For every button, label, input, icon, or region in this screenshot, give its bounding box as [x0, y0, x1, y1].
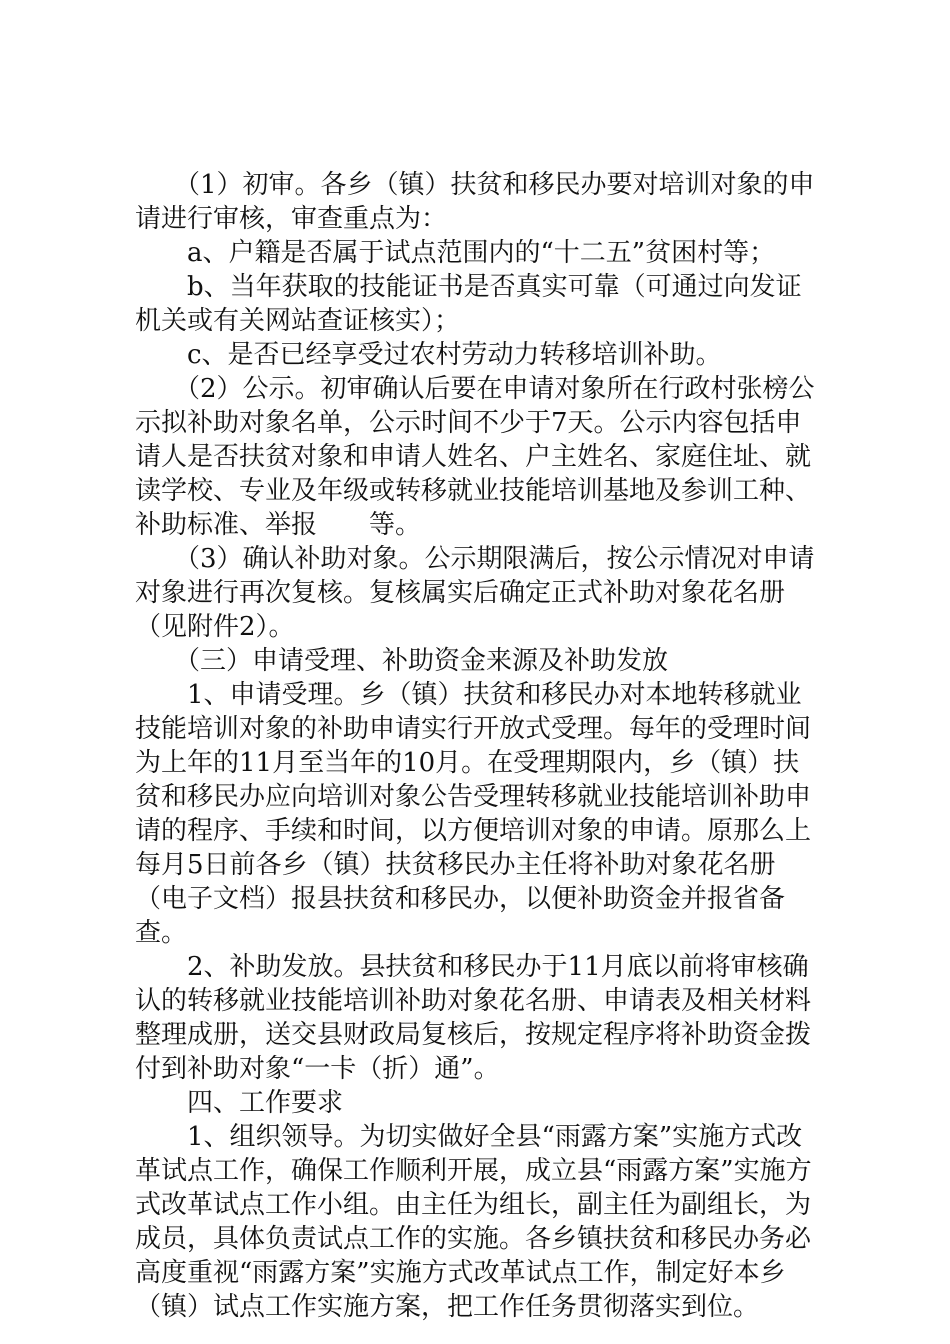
- paragraph-public-notice: （2）公示。初审确认后要在申请对象所在行政村张榜公示拟补助对象名单，公示时间不少于7天。公示内容包括申请人是否扶贫对象和申请人姓名、户主姓名、家庭住址、就读学校、专业及年级或转移就业技能培训基地及参训工种、补助标准、举报 等。: [135, 374, 815, 540]
- paragraph-preliminary-review: （1）初审。各乡（镇）扶贫和移民办要对培训对象的申请进行审核，审查重点为：: [135, 170, 815, 234]
- paragraph-item-c: c、是否已经享受过农村劳动力转移培训补助。: [135, 340, 722, 370]
- document-body: [135, 168, 825, 1324]
- paragraph-subsidy-distribution: 2、补助发放。县扶贫和移民办于11月底以前将审核确认的转移就业技能培训补助对象花名册、申请表及相关材料整理成册，送交县财政局复核后，按规定程序将补助资金拨付到补助对象“一卡（折）通”。: [135, 952, 812, 1084]
- section-heading-application: （三）申请受理、补助资金来源及补助发放: [135, 646, 669, 676]
- section-heading-work-requirements: 四、工作要求: [135, 1088, 344, 1118]
- paragraph-confirm-recipients: （3）确认补助对象。公示期限满后，按公示情况对申请对象进行再次复核。复核属实后确定正式补助对象花名册（见附件2）。: [135, 544, 815, 642]
- paragraph-organization-leadership: 1、组织领导。为切实做好全县“雨露方案”实施方式改革试点工作，确保工作顺利开展，成立县“雨露方案”实施方式改革试点工作小组。由主任为组长，副主任为副组长，为成员，具体负责试点工作的实施。各乡镇扶贫和移民办务必高度重视“雨露方案”实施方式改革试点工作，制定好本乡（镇）试点工作实施方案，把工作任务贯彻落实到位。: [135, 1122, 812, 1322]
- paragraph-item-a: a、户籍是否属于试点范围内的“十二五”贫困村等；: [135, 238, 776, 268]
- paragraph-application-acceptance: 1、申请受理。乡（镇）扶贫和移民办对本地转移就业技能培训对象的补助申请实行开放式受理。每年的受理时间为上年的11月至当年的10月。在受理期限内，乡（镇）扶贫和移民办应向培训对象公告受理转移就业技能培训补助申请的程序、手续和时间，以方便培训对象的申请。原那么上每月5日前各乡（镇）扶贫移民办主任将补助对象花名册（电子文档）报县扶贫和移民办，以便补助资金并报省备查。: [135, 680, 812, 948]
- paragraph-item-b: b、当年获取的技能证书是否真实可靠（可通过向发证机关或有关网站查证核实）；: [135, 272, 802, 336]
